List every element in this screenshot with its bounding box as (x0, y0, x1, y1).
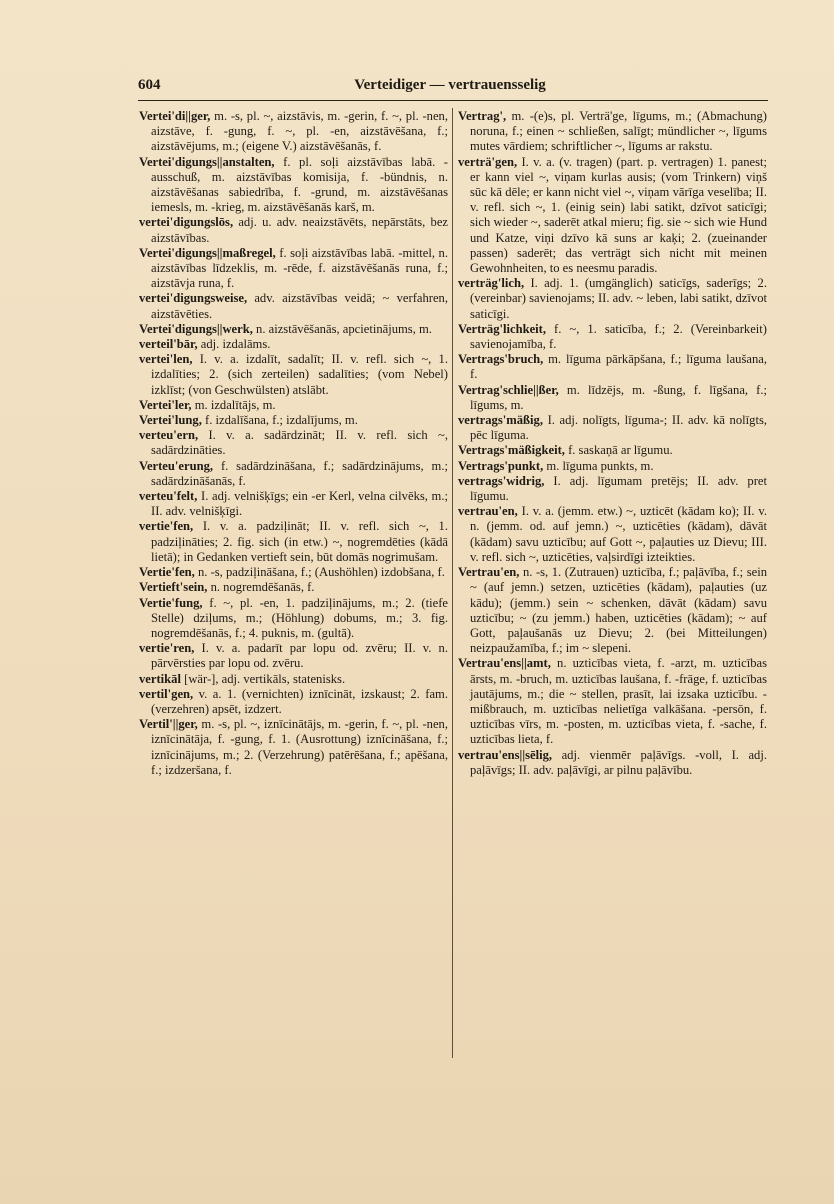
entry-headword: Vertei'lung, (139, 413, 202, 428)
entry-definition: I. v. a. padziļināt; II. v. refl. sich ~, 1. padziļināties; 2. fig. sich (in etw.) ~, nogremdēties (kādā lietā); in Gedanken vertieft sein, būt domās nogrimušam. (151, 519, 448, 564)
entry-definition: I. v. a. padarīt par lopu od. zvēru; II. v. n. pārvērsties par lopu od. zvēru. (151, 641, 448, 671)
column-divider (452, 108, 453, 1058)
entry-definition: f. ~, pl. -en, 1. padziļinājums, m.; 2. (tiefe Stelle) dziļums, m.; (Höhlung) dobums, m.; 3. fig. nogremdēšanās, f.; 4. puknis, m. (gultā). (151, 595, 448, 640)
dictionary-entry (139, 215, 448, 245)
entry-headword: vertie'ren, (139, 641, 195, 656)
dictionary-entry (458, 443, 767, 458)
dictionary-entry (139, 580, 448, 595)
entry-headword: Vertei'ler, (139, 397, 192, 412)
entry-definition: adv. aizstāvības veidā; ~ verfahren, aizstāvēties. (151, 291, 448, 321)
dictionary-entry (139, 352, 448, 398)
dictionary-entry (458, 413, 767, 443)
entry-headword: vertrau'ens||sēlig, (458, 747, 553, 762)
entry-definition: I. adj. velnišķīgs; ein -er Kerl, velna cilvēks, m.; II. adv. velnišķīgi. (151, 489, 448, 519)
dictionary-entry (458, 109, 767, 155)
entry-headword: Vertie'fung, (139, 595, 203, 610)
entry-definition: m. līdzējs, m. -ßung, f. līgšana, f.; līgums, m. (470, 382, 767, 412)
entry-definition: m. izdalītājs, m. (191, 397, 276, 412)
entry-definition: m. -(e)s, pl. Verträ'ge, līgums, m.; (Abmachung) noruna, f.; einen ~ schließen, salīgt; mündlicher ~, līgums mutes vārdiem; schriftlicher ~, līgums ar rakstu. (470, 109, 767, 154)
dictionary-entry (139, 155, 448, 216)
entry-definition: m. līguma punkts, m. (543, 458, 654, 473)
entry-headword: Vertrags'bruch, (458, 352, 544, 367)
dictionary-entry (458, 565, 767, 656)
entry-headword: Vertrag'schlie||ßer, (458, 382, 559, 397)
entry-definition: adj. vienmēr paļāvīgs. -voll, I. adj. paļāvīgs; II. adv. paļāvīgi, ar pilnu paļāvību. (470, 747, 767, 777)
dictionary-entry (139, 687, 448, 717)
entry-headword: Vertil'||ger, (139, 717, 198, 732)
entry-headword: Vertei'digungs||werk, (139, 321, 253, 336)
right-column (458, 109, 767, 778)
entry-headword: vertrags'mäßig, (458, 413, 543, 428)
entry-definition: I. adj. līgumam pretējs; II. adv. pret līgumu. (470, 473, 767, 504)
entry-definition: m. līguma pārkāpšana, f.; līguma laušana, f. (470, 352, 767, 382)
dictionary-entry (139, 717, 448, 778)
dictionary-entry (458, 383, 767, 413)
entry-headword: Vertei'digungs||anstalten, (139, 154, 275, 169)
entry-definition: I. v. a. sadārdzināt; II. v. refl. sich ~, sadārdzināties. (151, 428, 448, 458)
dictionary-entry (458, 155, 767, 277)
dictionary-entry (458, 322, 767, 352)
entry-headword: Vertie'fen, (139, 565, 195, 580)
dictionary-entry (139, 489, 448, 519)
dictionary-entry (458, 504, 767, 565)
entry-headword: vertrau'en, (458, 504, 518, 519)
dictionary-entry (139, 596, 448, 642)
entry-headword: Vertrau'ens||amt, (458, 656, 551, 671)
entry-definition: adj. u. adv. neaizstāvēts, nepārstāts, bez aizstāvības. (151, 215, 448, 245)
dictionary-entry (139, 398, 448, 413)
entry-headword: vertei'digungslōs, (139, 215, 234, 230)
entry-definition: I. v. a. (jemm. etw.) ~, uzticēt (kādam ko); II. v. n. (jemm. od. auf jemn.) ~, uzticēties (kādam), dāvāt (kādam) savu uzticību; auf Gott ~, paļauties uz Dievu; III. v. refl. sich ~, uzticēties, vaļsirdīgi izteikties. (470, 504, 767, 564)
dictionary-entry (139, 322, 448, 337)
entry-definition: I. v. a. izdalīt, sadalīt; II. v. refl. sich ~, 1. izdalīties; 2. (sich zerteilen) sadalīties; (vom Nebel) izklīst; (von Geschwülsten) atslābt. (151, 352, 448, 397)
entry-headword: Verteu'erung, (139, 458, 214, 473)
dictionary-entry (139, 641, 448, 671)
dictionary-entry (139, 459, 448, 489)
dictionary-entry (458, 656, 767, 747)
entry-headword: Verträg'lichkeit, (458, 321, 547, 336)
entry-definition: m. -s, pl. ~, iznīcinātājs, m. -gerin, f. ~, pl. -nen, iznīcinātāja, f. -gung, f. 1. (Ausrottung) iznīcināšana, f.; iznīcinājums, m.; 2. (Verzehrung) patērēšana, f.; apēšana, f.; izdzeršana, f. (151, 717, 448, 777)
entry-definition: f. sadārdzināšana, f.; sadārdzinājums, m.; sadārdzināšanās, f. (151, 458, 448, 488)
entry-headword: verteil'bār, (139, 337, 198, 352)
entry-definition: f. soļi aizstāvības labā. -mittel, n. aizstāvības līdzeklis, m. -rēde, f. aizstāvēšanās runa, f.; aizstāvja runa, f. (151, 245, 448, 291)
entry-definition: f. izdalīšana, f.; izdalījums, m. (201, 413, 358, 428)
entry-definition: n. uzticības vieta, f. -arzt, m. uzticības ārsts, m. -bruch, m. uzticības laušana, f. -frāge, f. uzticības jautājums, m.; die ~ stellen, prasīt, lai izsaka uzticību. -mißbrauch, m. uzticības nelietīga valkāšana. -persōn, f. uzticības vīrs, m. -posten, m. uzticības vieta, f. -sache, f. uzticības lieta, f. (470, 656, 767, 747)
entry-headword: vertikāl (139, 671, 181, 686)
entry-headword: verträg'lich, (458, 276, 525, 291)
dictionary-entry (139, 337, 448, 352)
dictionary-entry (458, 748, 767, 778)
entry-headword: verteu'felt, (139, 489, 198, 504)
entry-definition: n. aizstāvēšanās, apcietinājums, m. (252, 321, 432, 336)
entry-definition: n. -s, padziļināšana, f.; (Aushöhlen) izdobšana, f. (194, 565, 445, 580)
dictionary-entry (458, 459, 767, 474)
dictionary-entry (139, 519, 448, 565)
entry-headword: Vertrag', (458, 109, 507, 123)
entry-headword: Vertei'di||ger, (139, 109, 211, 123)
page-number: 604 (138, 77, 161, 93)
entry-headword: Vertei'digungs||maßregel, (139, 245, 276, 260)
entry-headword: verteu'ern, (139, 428, 199, 443)
dictionary-entry (139, 291, 448, 321)
dictionary-entry (458, 276, 767, 322)
entry-headword: vertie'fen, (139, 519, 194, 534)
entry-definition: [wär-], adj. vertikāls, statenisks. (180, 671, 346, 686)
entry-headword: Vertrau'en, (458, 565, 520, 580)
running-head: Verteidiger — vertrauensselig (354, 77, 546, 93)
entry-headword: vertrags'widrig, (458, 473, 545, 488)
entry-definition: I. adj. nolīgts, līguma-; II. adv. kā nolīgts, pēc līguma. (470, 413, 767, 443)
entry-definition: m. -s, pl. ~, aizstāvis, m. -gerin, f. ~, pl. -nen, aizstāve, f. -gung, f. ~, pl. -en, aizstāvēšana, f.; aizstāvējums, m.; (eigene V.) aizstāvēšanās, f. (151, 109, 448, 154)
entry-definition: f. ~, 1. saticība, f.; 2. (Vereinbarkeit) savienojamība, f. (470, 321, 767, 352)
entry-definition: v. a. 1. (vernichten) iznīcināt, izskaust; 2. fam. (verzehren) apsēt, izdzert. (151, 686, 448, 716)
entry-headword: verträ'gen, (458, 154, 518, 169)
entry-definition: I. adj. 1. (umgänglich) saticīgs, saderīgs; 2. (vereinbar) savienojams; II. adv. ~ leben, labi satikt, dzīvot saticīgi. (470, 276, 767, 321)
entry-headword: Vertieft'sein, (139, 580, 208, 595)
dictionary-entry (139, 109, 448, 155)
entry-headword: Vertrags'mäßigkeit, (458, 443, 565, 458)
entry-definition: n. nogremdēšanās, f. (207, 580, 315, 595)
left-column (139, 109, 448, 778)
dictionary-entry (139, 246, 448, 292)
dictionary-entry (139, 672, 448, 687)
dictionary-entry (139, 413, 448, 428)
entry-definition: f. pl. soļi aizstāvības labā. -ausschuß, m. aizstāvības komisija, f. -bündnis, n. aizstāvēšanas sabiedrība, f. -grund, m. aizstāvēšanas iemesls, m. -krieg, m. aizstāvēšanās karš, m. (151, 154, 448, 215)
entry-headword: vertei'digungsweise, (139, 291, 248, 306)
entry-headword: vertei'len, (139, 352, 193, 367)
entry-headword: Vertrags'punkt, (458, 458, 544, 473)
dictionary-entry (139, 428, 448, 458)
entry-definition: f. saskaņā ar līgumu. (564, 443, 673, 458)
header-rule (138, 100, 768, 101)
entry-definition: I. v. a. (v. tragen) (part. p. vertragen) 1. panest; er kann viel ~, viņam kurlas ausis; (vom Trinkern) viņš sūc kā dēle; er kann nicht viel ~, viņam vārīga veselība; II. v. refl. sich ~, 1. (einig sein) labi satikt, dzīvot saticīgi; sich wieder ~, saderēt atkal mieru; fig. sie ~ sich wie Hund und Katze, viņi dzīvo kā suns ar kaķi; 2. (zueinander passen) saderēt; das verträgt sich nicht mit meinen Gewohnheiten, to es neesmu paradis. (470, 154, 767, 276)
dictionary-entry (458, 474, 767, 504)
dictionary-entry (139, 565, 448, 580)
dictionary-entry (458, 352, 767, 382)
entry-definition: n. -s, 1. (Zutrauen) uzticība, f.; paļāvība, f.; sein ~ (auf jemn.) setzen, uzticēties (kādam), paļauties (uz kādu); (jemm.) sein ~ schenken, dāvāt (kādam) savu uzticību; ~ (zu jemm.) haben, uzticēties (kādam); ~ auf Gott, paļaušanās uz Dievu; 2. (bei Mitteilungen) neizpaužamība, f.; im ~ slepeni. (470, 565, 767, 656)
entry-headword: vertil'gen, (139, 686, 194, 701)
entry-definition: adj. izdalāms. (197, 337, 271, 352)
